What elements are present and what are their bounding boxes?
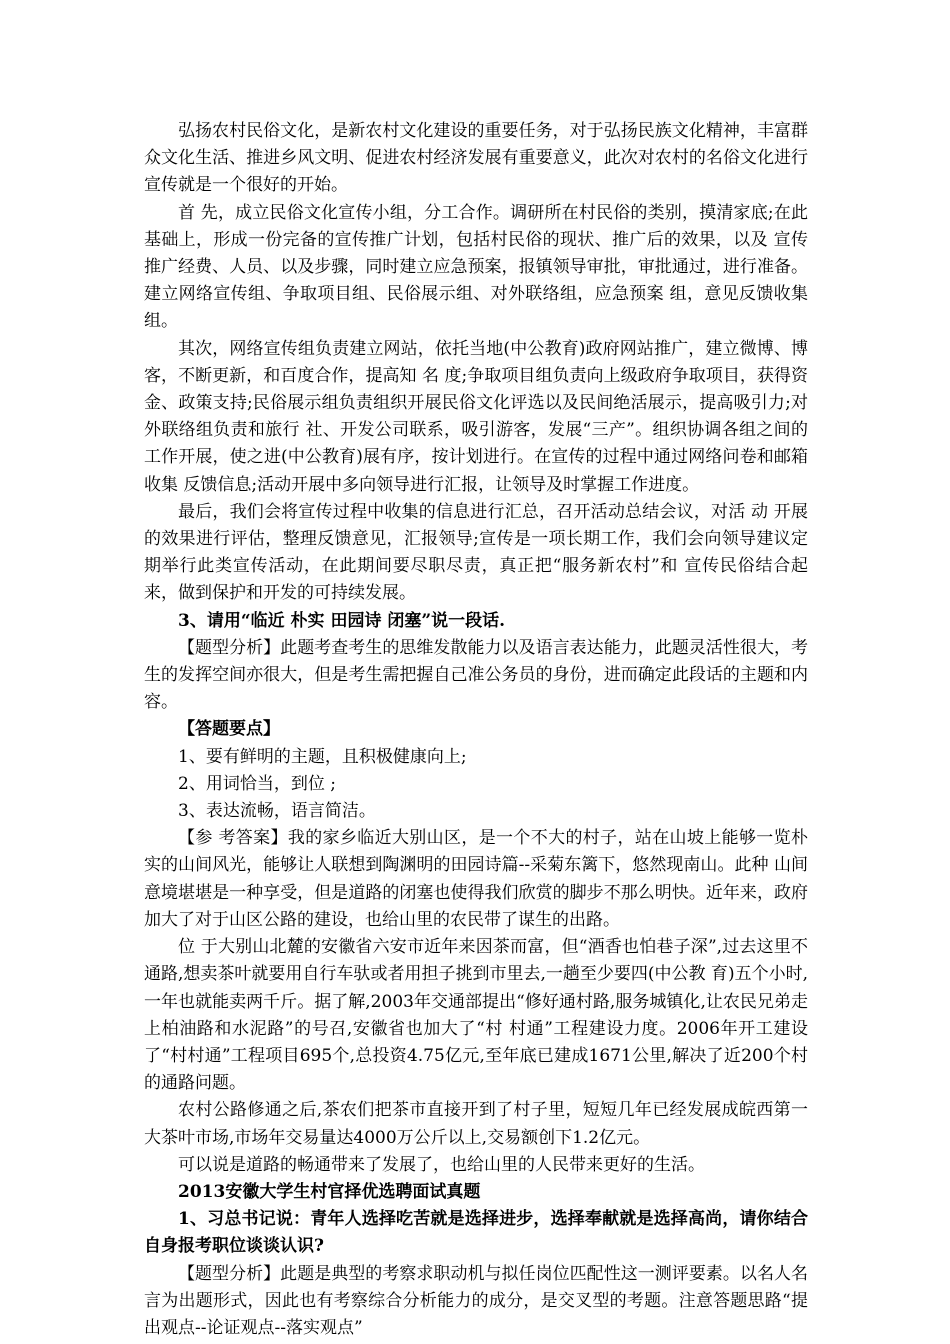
paragraph-tea-market: 农村公路修通之后,茶农们把茶市直接开到了村子里，短短几年已经发展成皖西第一大茶叶市场,市场年交易量达4000万公斤以上,交易额创下1.2亿元。 [144,1100,808,1148]
question-analysis: 【题型分析】此题考查考生的思维发散能力以及语言表达能力，此题灵活性很大，考生的发挥空间亦很大，但是考生需把握自己准公务员的身份，进而确定此段话的主题和内容。 [144,637,808,713]
paragraph-conclusion: 可以说是道路的畅通带来了发展了，也给山里的人民带来更好的生活。 [178,1154,705,1175]
answer-point-2: 2、用词恰当，到位 ; [178,773,336,794]
question-1-heading: 1、习总书记说：青年人选择吃苦就是选择进步，选择奉献就是选择高尚，请你结合自身报考职位谈谈认识? [144,1209,808,1257]
section-heading-2013: 2013安徽大学生村官择优选聘面试真题 [178,1181,481,1202]
paragraph-second: 其次，网络宣传组负责建立网站，依托当地(中公教育)政府网站推广，建立微博、博客，不断更新，和百度合作，提高知 名 度;争取项目组负责向上级政府争取项目，获得资金、政策支持;民俗展示组负责组织开展民俗文化评选以及民间绝活展示，提高吸引力;对外联络组负责和旅行 社、开发公司联系，吸引游客，发展“三产”。组织协调各组之间的工作开展，使之进(中公教育)展有序，按计划进行。在宣传的过程中通过网络问卷和邮箱收集 反馈信息;活动开展中多向领导进行汇报，让领导及时掌握工作进度。 [144,338,808,495]
answer-point-1: 1、要有鲜明的主题，且积极健康向上; [178,746,467,767]
paragraph-intro: 弘扬农村民俗文化，是新农村文化建设的重要任务，对于弘扬民族文化精神，丰富群众文化生活、推进乡风文明、促进农村经济发展有重要意义，此次对农村的名俗文化进行宣传就是一个很好的开始。 [144,121,808,196]
paragraph-dabie: 位 于大别山北麓的安徽省六安市近年来因茶而富，但“酒香也怕巷子深”,过去这里不通路,想卖茶叶就要用自行车驮或者用担子挑到市里去,一趟至少要四(中公教 育)五个小时,一年也就能卖两千斤。据了解,2003年交通部提出“修好通村路,服务城镇化,让农民兄弟走上柏油路和水泥路”的号召,安徽省也加大了“村 村通”工程建设力度。2006年开工建设了“村村通”工程项目695个,总投资4.75亿元,至年底已建成1671公里,解决了近200个村的通路问题。 [144,937,808,1094]
question-1-analysis: 【题型分析】此题是典型的考察求职动机与拟任岗位匹配性这一测评要素。以名人名言为出题形式，因此也有考察综合分析能力的成分，是交叉型的考题。注意答题思路“提出观点--论证观点--落实观点” [144,1263,808,1338]
paragraph-first: 首 先，成立民俗文化宣传小组，分工合作。调研所在村民俗的类别，摸清家底;在此基础上，形成一份完备的宣传推广计划，包括村民俗的现状、推广后的效果，以及 宣传推广经费、人员、以及步骤，同时建立应急预案，报镇领导审批，审批通过，进行准备。建立网络宣传组、争取项目组、民俗展示组、对外联络组，应急预案 组，意见反馈收集组。 [144,202,808,332]
answer-point-3: 3、表达流畅，语言简洁。 [178,801,376,822]
answer-points-heading: 【答题要点】 [178,719,280,740]
question-3-heading: 3、请用“临近 朴实 田园诗 闭塞”说一段话. [178,610,506,631]
document-body [144,118,808,1342]
paragraph-last: 最后，我们会将宣传过程中收集的信息进行汇总，召开活动总结会议，对活 动 开展的效果进行评估，整理反馈意见，汇报领导;宣传是一项长期工作，我们会向领导建议定期举行此类宣传活动，在此期间要尽职尽责，真正把“服务新农村”和 宣传民俗结合起来，做到保护和开发的可持续发展。 [144,501,808,604]
reference-answer: 【参 考答案】我的家乡临近大别山区，是一个不大的村子，站在山坡上能够一览朴实的山间风光，能够让人联想到陶渊明的田园诗篇--采菊东篱下，悠然现南山。此种 山间意境堪堪是一种享受，但是道路的闭塞也使得我们欣赏的脚步不那么明快。近年来，政府加大了对于山区公路的建设，也给山里的农民带了谋生的出路。 [144,828,808,930]
